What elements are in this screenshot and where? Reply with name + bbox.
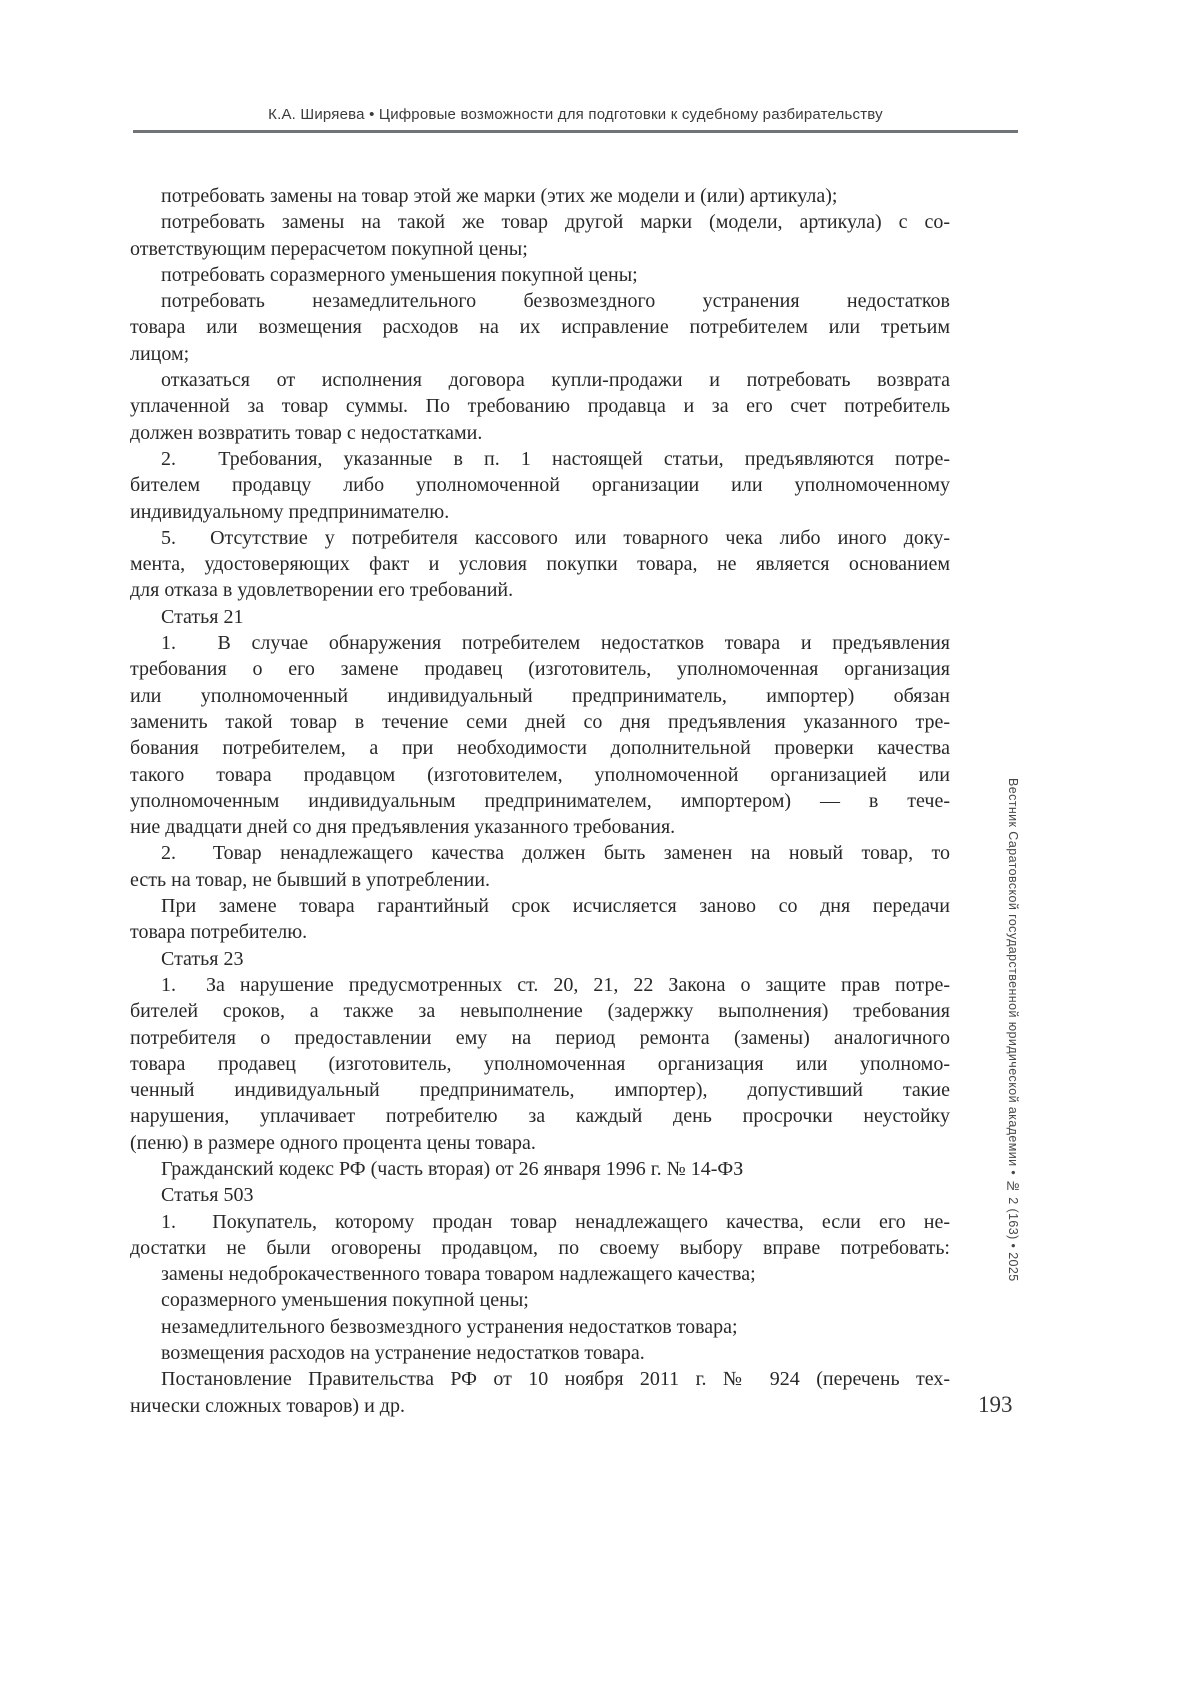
text-line: нарушения, уплачивает потребителю за каждый день просрочки неустойку: [130, 1105, 950, 1128]
text-line: есть на товар, не бывший в употреблении.: [130, 868, 491, 891]
text-line: бования потребителем, а при необходимости дополнительной проверки качества: [130, 737, 950, 760]
text-line: отказаться от исполнения договора купли-продажи и потребовать возврата: [161, 369, 950, 392]
text-line: Статья 503: [161, 1184, 254, 1207]
text-line: товара потребителю.: [130, 921, 308, 944]
text-line: замены недоброкачественного товара товаром надлежащего качества;: [161, 1263, 756, 1286]
running-header: К.А. Ширяева • Цифровые возможности для подготовки к судебному разбирательству: [268, 106, 883, 123]
text-line: лицом;: [130, 342, 190, 365]
text-line: Гражданский кодекс РФ (часть вторая) от 26 января 1996 г. № 14-ФЗ: [161, 1157, 744, 1180]
text-line: 2. Товар ненадлежащего качества должен быть заменен на новый товар, то: [161, 842, 950, 865]
text-line: товара или возмещения расходов на их исправление потребителем или третьим: [130, 316, 950, 339]
text-line: 2. Требования, указанные в п. 1 настоящей статьи, предъявляются потре-: [161, 447, 950, 470]
header-rule: [133, 130, 1018, 133]
text-line: 1. В случае обнаружения потребителем недостатков товара и предъявления: [161, 632, 950, 655]
text-line: требования о его замене продавец (изготовитель, уполномоченная организация: [130, 658, 950, 681]
text-line: такого товара продавцом (изготовителем, уполномоченной организацией или: [130, 763, 950, 786]
text-line: потребовать соразмерного уменьшения покупной цены;: [161, 263, 638, 286]
body-text: [130, 183, 950, 1419]
text-line: Статья 21: [161, 605, 244, 628]
text-line: ченный индивидуальный предприниматель, импортер), допустивший такие: [130, 1079, 950, 1102]
text-line: потребовать замены на такой же товар другой марки (модели, артикула) с со-: [161, 211, 950, 234]
text-line: бителем продавцу либо уполномоченной организации или уполномоченному: [130, 474, 950, 497]
text-line: ответствующим перерасчетом покупной цены;: [130, 237, 528, 260]
text-line: потребителя о предоставлении ему на период ремонта (замены) аналогичного: [130, 1026, 950, 1049]
text-line: Постановление Правительства РФ от 10 ноября 2011 г. № 924 (перечень тех-: [161, 1368, 950, 1391]
text-line: 1. Покупатель, которому продан товар ненадлежащего качества, если его не-: [161, 1210, 950, 1233]
text-line: мента, удостоверяющих факт и условия покупки товара, не является основанием: [130, 553, 950, 576]
text-line: уплаченной за товар суммы. По требованию продавца и за его счет потребитель: [130, 395, 950, 418]
text-line: или уполномоченный индивидуальный предприниматель, импортер) обязан: [130, 684, 950, 707]
text-line: Статья 23: [161, 947, 244, 970]
page-number: 193: [978, 1392, 1013, 1417]
text-line: При замене товара гарантийный срок исчисляется заново со дня передачи: [161, 895, 950, 918]
text-line: достатки не были оговорены продавцом, по своему выбору вправе потребовать:: [130, 1236, 950, 1259]
text-line: заменить такой товар в течение семи дней со дня предъявления указанного тре-: [130, 710, 950, 733]
text-line: (пеню) в размере одного процента цены товара.: [130, 1131, 536, 1154]
text-line: возмещения расходов на устранение недостатков товара.: [161, 1342, 645, 1365]
journal-sidebar-text: Вестник Саратовской государственной юридической академии • № 2 (163) • 2025: [1006, 778, 1020, 1282]
text-line: нически сложных товаров) и др.: [130, 1394, 405, 1417]
text-line: должен возвратить товар с недостатками.: [130, 421, 483, 444]
text-line: незамедлительного безвозмездного устранения недостатков товара;: [161, 1315, 738, 1338]
text-line: соразмерного уменьшения покупной цены;: [161, 1289, 529, 1312]
text-line: уполномоченным индивидуальным предпринимателем, импортером) — в тече-: [130, 789, 950, 812]
text-line: потребовать замены на товар этой же марки (этих же модели и (или) артикула);: [161, 185, 838, 207]
text-line: товара продавец (изготовитель, уполномоченная организация или уполномо-: [130, 1052, 950, 1075]
text-line: потребовать незамедлительного безвозмездного устранения недостатков: [161, 290, 950, 313]
text-line: бителей сроков, а также за невыполнение (задержку выполнения) требования: [130, 1000, 950, 1023]
text-line: индивидуальному предпринимателю.: [130, 500, 450, 523]
text-line: 5. Отсутствие у потребителя кассового или товарного чека либо иного доку-: [161, 526, 950, 549]
text-line: для отказа в удовлетворении его требований.: [130, 579, 514, 602]
text-line: 1. За нарушение предусмотренных ст. 20, 21, 22 Закона о защите прав потре-: [161, 973, 950, 996]
text-line: ние двадцати дней со дня предъявления указанного требования.: [130, 816, 676, 839]
